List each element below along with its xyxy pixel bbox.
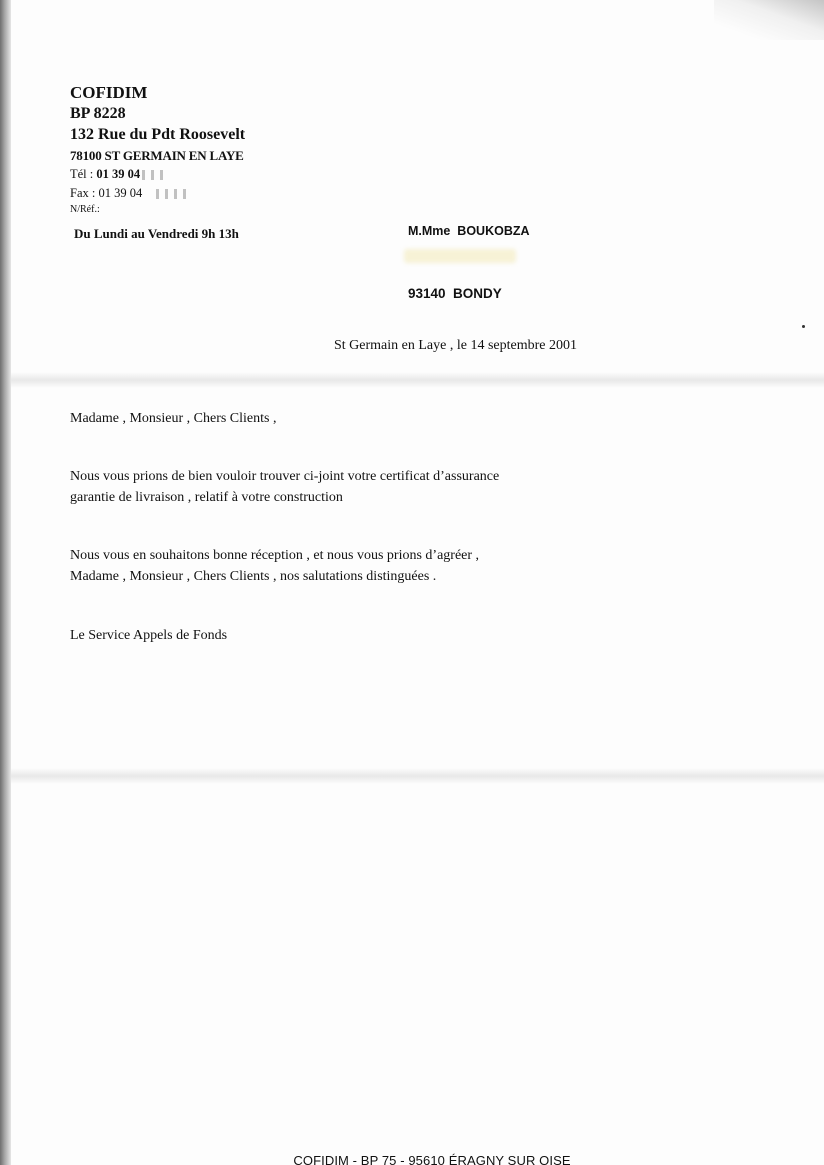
phone-value: 01 39 04 <box>96 167 141 181</box>
fold-line-upper <box>11 372 824 388</box>
sender-po-box: BP 8228 <box>70 105 126 122</box>
scan-edge <box>0 0 11 1165</box>
paragraph-1-line-2: garantie de livraison , relatif à votre construction <box>70 490 343 505</box>
fax-redaction <box>156 189 186 199</box>
recipient-name: M.Mme BOUKOBZA <box>408 224 530 238</box>
sender-city: 78100 ST GERMAIN EN LAYE <box>70 148 244 163</box>
paragraph-2-line-1: Nous vous en souhaitons bonne réception , et nous vous prions d’agréer , <box>70 548 480 563</box>
recipient-address-redacted <box>404 249 516 263</box>
paragraph-2 <box>70 545 479 587</box>
office-hours: Du Lundi au Vendredi 9h 13h <box>74 226 239 241</box>
scan-speck <box>802 325 805 328</box>
paragraph-1 <box>70 466 499 508</box>
paragraph-1-line-1: Nous vous prions de bien vouloir trouver ci-joint votre certificat d’assurance <box>70 469 500 484</box>
signoff: Le Service Appels de Fonds <box>70 628 228 643</box>
phone-label: Tél : <box>70 167 94 181</box>
scan-corner-shadow <box>714 0 824 40</box>
footer-address <box>0 1153 824 1165</box>
paragraph-2-line-2: Madame , Monsieur , Chers Clients , nos salutations distinguées . <box>70 569 437 584</box>
footer-address-text: COFIDIM - BP 75 - 95610 ÉRAGNY SUR OISE <box>293 1153 571 1165</box>
phone-redaction <box>142 170 168 180</box>
sender-company: COFIDIM <box>70 83 148 102</box>
sender-block <box>70 82 245 217</box>
sender-fax <box>70 184 245 203</box>
fold-line-lower <box>11 768 824 784</box>
fax-text: Fax : 01 39 04 <box>70 186 143 200</box>
sender-reference: N/Réf.: <box>70 204 100 215</box>
recipient-city: 93140 BONDY <box>408 286 502 301</box>
letter-date: St Germain en Laye , le 14 septembre 2001 <box>334 338 577 353</box>
salutation: Madame , Monsieur , Chers Clients , <box>70 411 277 426</box>
sender-street: 132 Rue du Pdt Roosevelt <box>70 126 246 143</box>
sender-phone <box>70 165 245 184</box>
